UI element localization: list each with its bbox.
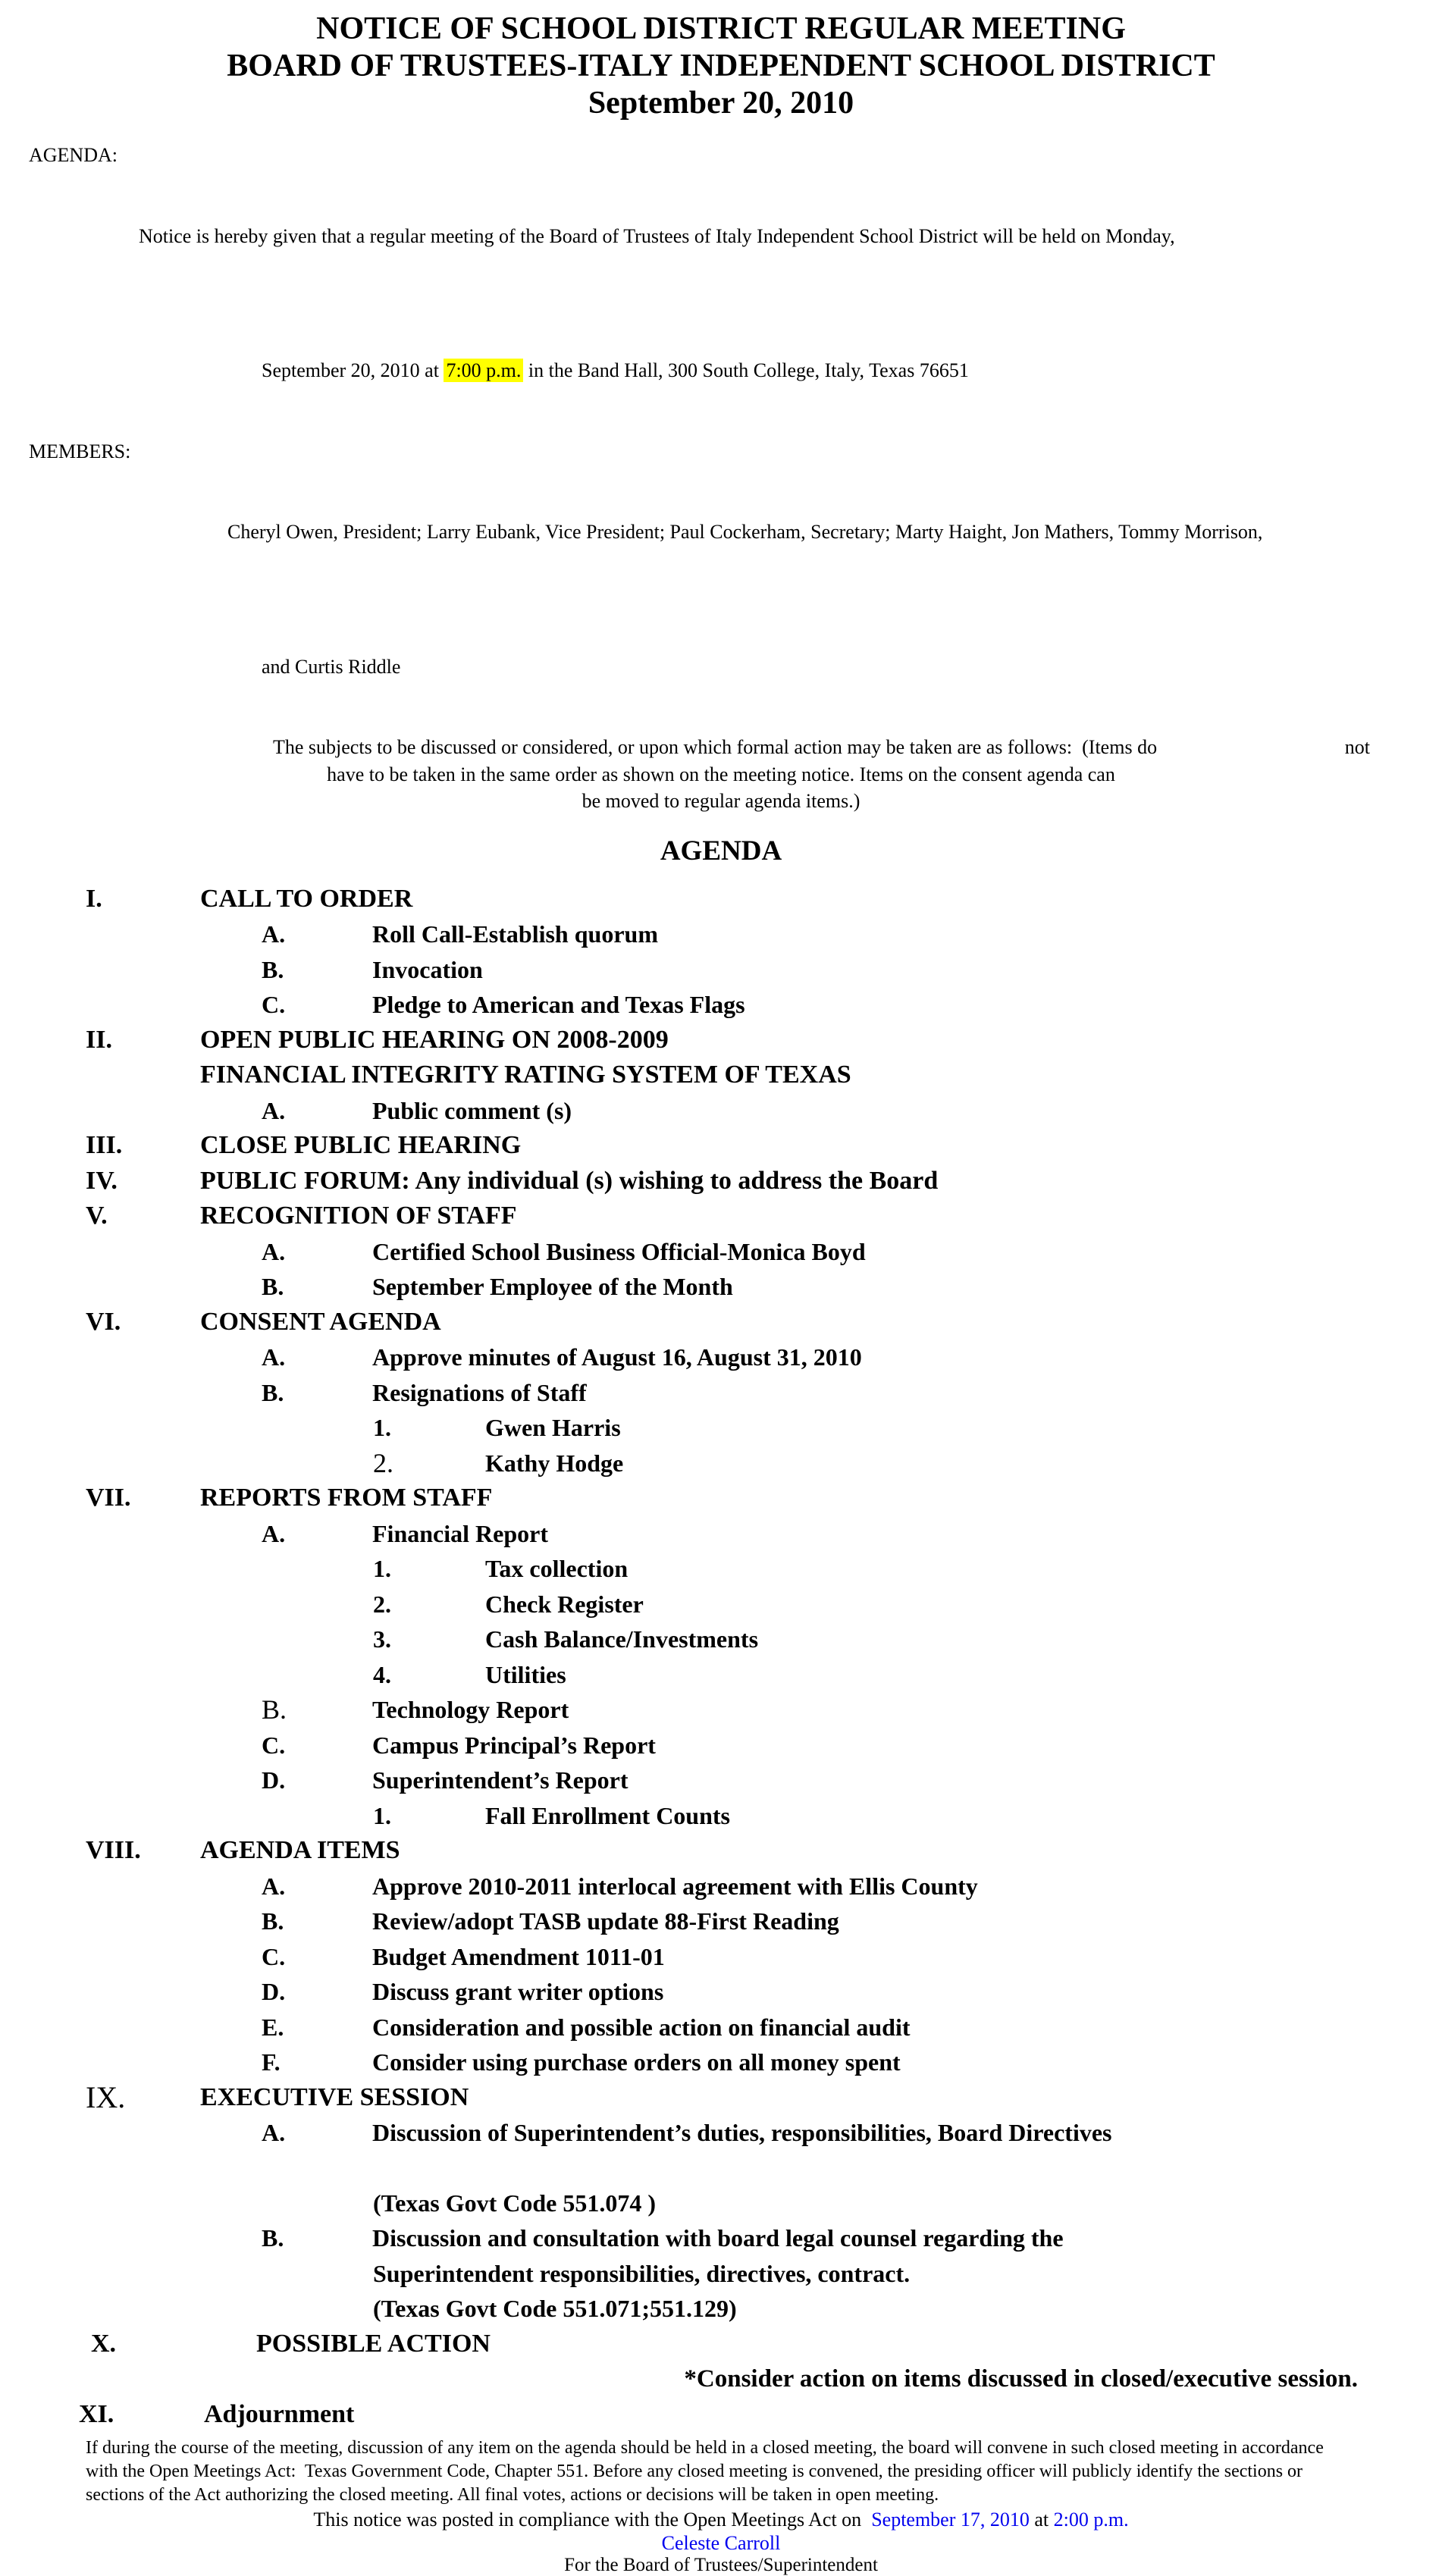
notice-line2-post: in the Band Hall, 300 South College, Italy, Texas 76651: [523, 359, 969, 381]
members-line-2: [0, 600, 1442, 735]
item-numeral: A.: [262, 2119, 286, 2146]
item-numeral: A.: [262, 1872, 286, 1900]
item-label: Approve 2010-2011 interlocal agreement with Ellis County: [372, 1872, 978, 1900]
subjects-text-1: The subjects to be discussed or considered, or upon which formal action may be taken are as follows: (Items do: [273, 736, 1158, 758]
item-label: Consider using purchase orders on all money spent: [372, 2048, 901, 2076]
item-label: Fall Enrollment Counts: [485, 1801, 730, 1829]
header-block: [0, 142, 1442, 815]
item-label: Kathy Hodge: [485, 1449, 624, 1477]
item-label: POSSIBLE ACTION: [256, 2329, 491, 2358]
item-label: Budget Amendment 1011-01: [372, 1942, 665, 1970]
item-numeral: III.: [86, 1131, 123, 1159]
agenda-subsubitem: [0, 1551, 1442, 1587]
item-numeral: A.: [262, 1096, 286, 1124]
item-numeral: C.: [262, 1731, 286, 1759]
item-label: Cash Balance/Investments: [485, 1625, 759, 1653]
item-numeral: C.: [262, 991, 286, 1018]
item-numeral: IV.: [86, 1166, 118, 1195]
item-numeral: X.: [91, 2329, 117, 2358]
item-label: FINANCIAL INTEGRITY RATING SYSTEM OF TEXAS: [200, 1061, 851, 1089]
posting-compliance-line: [0, 2507, 1442, 2532]
item-label: CALL TO ORDER: [200, 884, 413, 913]
item-label: REPORTS FROM STAFF: [200, 1484, 493, 1512]
agenda-subitem-code: [0, 2291, 1442, 2327]
item-numeral: B.: [262, 1273, 284, 1300]
item-label: Tax collection: [485, 1555, 629, 1582]
agenda-item-IV: [0, 1164, 1442, 1199]
item-numeral: VIII.: [86, 1836, 141, 1864]
item-numeral: F.: [262, 2048, 281, 2076]
agenda-item-II-continued: [0, 1058, 1442, 1093]
title-line-1: NOTICE OF SCHOOL DISTRICT REGULAR MEETING: [316, 11, 1126, 46]
title-line-3: September 20, 2010: [588, 86, 854, 121]
item-numeral: 1.: [373, 1555, 391, 1582]
agenda-subitem: [0, 1269, 1442, 1305]
agenda-subsubitem: [0, 1657, 1442, 1693]
item-label: Consideration and possible action on financial audit: [372, 2013, 911, 2041]
subjects-line-1: [0, 734, 1442, 761]
posted-time: 2:00 p.m.: [1053, 2509, 1129, 2531]
agenda-subitem: [0, 2010, 1442, 2045]
members-line-1: [0, 438, 1442, 600]
item-label: Pledge to American and Texas Flags: [372, 991, 745, 1018]
agenda-subitem: [0, 987, 1442, 1023]
item-numeral: I.: [86, 884, 102, 913]
closed-meeting-disclaimer: [0, 2437, 1442, 2507]
subjects-text-1-right: not: [1344, 736, 1370, 758]
item-label: PUBLIC FORUM: Any individual (s) wishing to address the Board: [200, 1166, 939, 1195]
disclaimer-line-1: If during the course of the meeting, discussion of any item on the agenda should be held in a closed meeting, the board will convene in such closed meeting in accordance: [86, 2438, 1324, 2458]
item-numeral: B.: [262, 1694, 287, 1725]
item-numeral: 3.: [373, 1625, 391, 1653]
item-label: CONSENT AGENDA: [200, 1307, 441, 1336]
item-label: Discussion and consultation with board legal counsel regarding the: [372, 2224, 1064, 2252]
item-label: OPEN PUBLIC HEARING ON 2008-2009: [200, 1025, 669, 1054]
item-numeral: 4.: [373, 1660, 391, 1688]
item-numeral: V.: [86, 1202, 108, 1230]
agenda-subitem-continued: [0, 2256, 1442, 2292]
agenda-label: AGENDA:: [29, 144, 118, 166]
item-numeral: 2.: [373, 1447, 393, 1478]
notice-text-line-2: [262, 357, 1442, 384]
agenda-subsubitem: [0, 1446, 1442, 1481]
agenda-subitem: [0, 2220, 1442, 2256]
item-numeral: C.: [262, 1942, 286, 1970]
item-label: Resignations of Staff: [372, 1378, 587, 1406]
item-label: Discuss grant writer options: [372, 1978, 664, 2005]
agenda-subitem: [0, 2115, 1442, 2151]
item-numeral: B.: [262, 2224, 284, 2252]
agenda-item-VIII: [0, 1833, 1442, 1869]
agenda-outline: [0, 882, 1442, 2433]
agenda-subitem: [0, 1939, 1442, 1975]
item-numeral: IX.: [86, 2079, 126, 2114]
item-label: Check Register: [485, 1590, 644, 1618]
item-label: Discussion of Superintendent’s duties, responsibilities, Board Directives: [372, 2119, 1112, 2146]
members-names-line-2: and Curtis Riddle: [262, 655, 401, 678]
agenda-subitem: [0, 1234, 1442, 1270]
item-label: CLOSE PUBLIC HEARING: [200, 1131, 522, 1159]
agenda-item-VII: [0, 1481, 1442, 1516]
posted-text: This notice was posted in compliance with the Open Meetings Act on: [313, 2509, 872, 2531]
item-numeral: A.: [262, 920, 286, 948]
title-line-2: BOARD OF TRUSTEES-ITALY INDEPENDENT SCHOOL DISTRICT: [227, 49, 1215, 83]
item-label: Certified School Business Official-Monica Boyd: [372, 1237, 866, 1265]
item-label: (Texas Govt Code 551.071;551.129): [373, 2295, 737, 2322]
item-label: Financial Report: [372, 1519, 548, 1547]
item-numeral: A.: [262, 1519, 286, 1547]
item-numeral: A.: [262, 1343, 286, 1371]
document-title-block: [0, 0, 1442, 122]
subjects-line-3: be moved to regular agenda items.): [582, 790, 860, 812]
agenda-item-VI: [0, 1305, 1442, 1340]
item-label: Invocation: [372, 955, 483, 983]
agenda-item-V: [0, 1199, 1442, 1234]
item-numeral: E.: [262, 2013, 284, 2041]
posted-at: at: [1029, 2509, 1054, 2531]
agenda-subsubitem: [0, 1410, 1442, 1446]
item-numeral: D.: [262, 1978, 286, 2005]
agenda-subitem: [0, 1728, 1442, 1763]
item-numeral: A.: [262, 1237, 286, 1265]
item-label: Public comment (s): [372, 1096, 572, 1124]
item-numeral: B.: [262, 1378, 284, 1406]
item-label: AGENDA ITEMS: [200, 1836, 400, 1864]
agenda-subsubitem: [0, 1798, 1442, 1834]
agenda-subsubitem: [0, 1587, 1442, 1622]
item-label: Approve minutes of August 16, August 31, 2010: [372, 1343, 862, 1371]
consider-action-note: *Consider action on items discussed in closed/executive session.: [684, 2365, 1358, 2393]
item-label: RECOGNITION OF STAFF: [200, 1202, 517, 1230]
item-label: Gwen Harris: [485, 1414, 621, 1441]
agenda-notice-line-2: [0, 303, 1442, 438]
subjects-line-2: have to be taken in the same order as shown on the meeting notice. Items on the consent agenda can: [327, 763, 1115, 785]
item-numeral: B.: [262, 1907, 284, 1935]
agenda-subitem: [0, 917, 1442, 952]
agenda-subitem: [0, 1763, 1442, 1798]
item-numeral: B.: [262, 955, 284, 983]
agenda-subitem: [0, 1692, 1442, 1728]
agenda-subsubitem: [0, 1622, 1442, 1657]
agenda-heading: AGENDA: [660, 835, 782, 867]
agenda-item-III: [0, 1128, 1442, 1164]
posted-date: September 17, 2010: [871, 2509, 1030, 2531]
members-label: MEMBERS:: [29, 440, 131, 462]
item-label: Utilities: [485, 1660, 566, 1688]
agenda-subitem: [0, 1904, 1442, 1939]
agenda-subitem: [0, 2045, 1442, 2080]
item-label: Technology Report: [372, 1696, 569, 1723]
signature-name: Celeste Carroll: [661, 2532, 781, 2554]
item-numeral: D.: [262, 1766, 286, 1794]
item-label: Roll Call-Establish quorum: [372, 920, 658, 948]
item-numeral: VI.: [86, 1307, 121, 1336]
item-label: Review/adopt TASB update 88-First Reading: [372, 1907, 839, 1935]
agenda-item-IX: [0, 2080, 1442, 2116]
agenda-item-I: [0, 882, 1442, 917]
agenda-subitem: [0, 1869, 1442, 1904]
agenda-subitem: [0, 1516, 1442, 1552]
meeting-time-highlight: 7:00 p.m.: [444, 359, 523, 382]
disclaimer-line-2: with the Open Meetings Act: Texas Government Code, Chapter 551. Before any closed meeting is convened, the presiding officer will publicly identify the sections or: [86, 2462, 1303, 2481]
agenda-subitem: [0, 1974, 1442, 2010]
disclaimer-line-3: sections of the Act authorizing the closed meeting. All final votes, actions or decisions will be taken in open meeting.: [86, 2485, 939, 2505]
notice-text-line-1: Notice is hereby given that a regular meeting of the Board of Trustees of Italy Independent School District will be held on Monday,: [139, 224, 1175, 247]
item-label: (Texas Govt Code 551.074 ): [373, 2189, 657, 2217]
agenda-notice-line-1: [0, 142, 1442, 303]
item-numeral: XI.: [79, 2399, 114, 2428]
agenda-item-X: [0, 2327, 1442, 2362]
agenda-subitem: [0, 1375, 1442, 1411]
item-label: Campus Principal’s Report: [372, 1731, 656, 1759]
agenda-subitem-code: [0, 2186, 1442, 2221]
agenda-subitem: [0, 952, 1442, 988]
item-numeral: 2.: [373, 1590, 391, 1618]
item-label: EXECUTIVE SESSION: [200, 2082, 469, 2111]
blank-line: [0, 2151, 1442, 2186]
item-numeral: VII.: [86, 1484, 131, 1512]
notice-line2-pre: September 20, 2010 at: [262, 359, 444, 381]
agenda-subitem: [0, 1340, 1442, 1375]
agenda-item-II: [0, 1023, 1442, 1058]
item-label: September Employee of the Month: [372, 1273, 733, 1300]
item-label: Adjournment: [204, 2399, 355, 2428]
agenda-item-XI: [0, 2397, 1442, 2433]
item-label: Superintendent’s Report: [372, 1766, 629, 1794]
agenda-subitem: [0, 1093, 1442, 1129]
signature-role: For the Board of Trustees/Superintendent: [564, 2555, 878, 2575]
item-numeral: 1.: [373, 1414, 391, 1441]
members-names-line-1: Cheryl Owen, President; Larry Eubank, Vice President; Paul Cockerham, Secretary; Marty Haight, Jon Mathers, Tommy Morrison,: [227, 521, 1263, 543]
item-numeral: 1.: [373, 1801, 391, 1829]
item-numeral: II.: [86, 1025, 112, 1054]
item-label: Superintendent responsibilities, directives, contract.: [373, 2259, 911, 2287]
